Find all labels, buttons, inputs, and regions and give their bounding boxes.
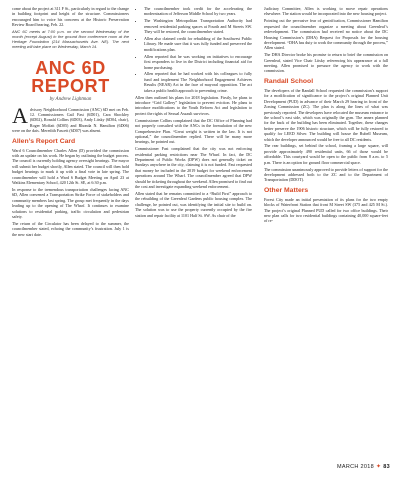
paragraph: In response to the tremendous transportation challenges facing ANC 6D, Allen convened a Transportation Strike Force of stakeholders and community members last spring. The group met frequently in the days leading up to the opening of The Wharf. It continues to examine solutions to residential parking, traffic circulation and pedestrian safety. [12,186,129,219]
page-footer [337,463,390,470]
paragraph: Allen then outlined his plans for 2018 legislation. Firstly, he plans to introduce “Grid Gallery” legislation to prevent eviction. He plans to introduce modifications to the Youth Reform Act and legislation to protect the rights of Sexual Assault survivors. [135,94,252,116]
page-number: 83 [383,464,390,470]
paragraph: Judiciary Committee, Allen is working to move repair operations elsewhere. The station would be incorporated into the new housing project. [264,6,388,17]
meeting-notice: ANC 6C meets at 7:00 p.m. on the second Wednesday of the month (except August) in the ground floor conference room at the Heritage Foundation (214 Massachusetts Ave. NE). The next meeting will take place on Wednesday, March 14. [12,29,129,50]
bullet-item: • Allen reported that he had worked with his colleagues to fully fund and implement The Neighborhood Engagement Achieves Results (NEAR) Act in the face of mayoral opposition. The act takes a public health approach to preventing crime. [144,71,252,93]
lead-text: dvisory Neighborhood Commission (ANC) 6D met on Feb. 12. Commissioners Gail Fast (6D01), Cara Shockley (6D02), Ronald Collins (6D03), Andy Litsky (6D04, chair), Roger Moffatt (6D05) and Rhonda N. Hamilton (6D06) were on the dais. Meredith Fascett (6D07) was absent. [12,106,129,134]
paragraph: Pointing out the pervasive fear of gentrification, Commissioner Hamilton requested the councilmember organize a meeting about Greenleaf’s redevelopment. The commission had received no notice about the DC Housing Commission’s (DHA) Request for Proposals for the housing development. “DHA has duty to work the community through the process,” Allen stated. [264,18,388,51]
section-heading-randall: Randall School [264,77,314,85]
paragraph: The DHA Director broke his promise to return to brief the commission on Greenleaf, stated Vice Chair Litsky referencing his appearance at a fall meeting. Allen promised to pressure the agency to work with the commission. [264,52,388,74]
bullet-list [135,6,252,93]
section-heading-other: Other Matters [264,186,309,194]
lead-paragraph [12,102,129,134]
paragraph: Commissioner Collins complained that the DC Office of Planning had not properly consulted with the ANCs in the formulation of the new Comprehensive Plan. “Great weight is written in the law. It is not optional,” the councilmember replied. There will be many more hearings, he pointed out. [135,117,252,145]
paragraph: The developers of the Randall School requested the commission’s support for a modification of significance to the project’s original Planned Unit Development (PUD) in advance of their March 29 hearing in front of the Zoning Commission (ZC). The plan is along the lines of what was previously reported. The developers have relocated the museum entrance to the school’s east side, which was originally the gym. The annex planned for the back of the building has been eliminated. Together, these changes better preserve the 1906 historic structure, which will be fully restored to qualify for LEED Silver. The building will house the Rubell Museum, which the developer announced would be free to all DC residents. [264,87,388,142]
section-heading-allen: Allen’s Report Card [12,137,76,145]
paragraph: The return of the Circulator has been delayed to the summer, the councilmember stated, echoing the community’s frustration. July 1 is the new start date. [12,220,129,237]
paragraph: The commission unanimously approved to provide letters of support for the development addressed both to the ZC and to the Department of Transportation (DDOT). [264,166,388,183]
bullet-item: • The Washington Metropolitan Transportation Authority had removed residential parking spaces at Fourth and M Streets SW. They will be restored, the councilmember stated. [144,18,252,34]
bullet-item: • The councilmember took credit for the accelerating the modernization of Jefferson Middle School by two years. [144,6,252,17]
column-3 [264,6,388,225]
byline: by Andrew Lightman [49,97,92,103]
paragraph: The rear buildings, set behind the school, framing a large square, will provide approximately 490 residential units, 66 of those would be affordable. This courtyard would be open to the public from 8 a.m. to 5 p.m. There is an option for ground floor commercial space. [264,143,388,165]
paragraph: Allen stated that he remains committed to a “Build First” approach to the rebuilding of the Greenleaf Gardens public housing complex. The challenge, he pointed out, was identifying the initial site to build on. The solution was to use the property currently occupied by the fire station and repair facility at 1101 Half St. SW. As chair of the [135,191,252,218]
issue-date: MARCH 2018 [337,464,374,470]
intro-paragraph: come about the project at 311 F St., particularly in regard to the change in building footprint and height of the structure. Commissioners encouraged him to voice his concerns at the Historic Preservation Review Board hearing, Feb. 22. [12,6,129,28]
drop-cap: A [12,102,28,128]
article-title: ANC 6D REPORT [31,58,110,97]
paragraph: Commissioner Fast complained that the city was not enforcing residential parking restrictions near The Wharf. In fact, the DC Department of Public Works (DPW) does not generally ticket on Sundays anywhere in the city, claiming it is not funded. Fast requested that money be included in the 2019 budget for weekend enforcement operations around The Wharf. The councilmember agreed that DPW should be ticketing throughout the weekend. Allen promised to find out the cost and investigate expanding weekend enforcement. [135,146,252,190]
paragraph: Forest City made an initial presentation of its plans for the two empty blocks of Waterfront Station that front M Street SW (375 and 425 M St.). The project’s original Planned PUD called for two office buildings. Their new plan calls for two residential buildings containing 40,000 square-feet of re- [264,196,388,224]
bullet-item: • Allen reported that he was working on initiatives to encourage first responders to live in the District including financial aid for home purchasing. [144,54,252,70]
column-1 [12,6,129,239]
bullet-item: • Allen also claimed credit for rebuilding of the Southwest Public Library. He made sure that it was fully funded and preserved the modifications plan. [144,36,252,52]
column-2 [135,6,252,220]
separator-icon: ✦ [375,464,382,470]
paragraph: Ward 6 Councilmember Charles Allen (D) provided the commission with an update on his work. He began by outlining the budget process. The council is currently holding agency oversight hearings. The mayor will submit her budget shortly, Allen stated. The council will then hold budget hearings to mark it up with a final vote in late spring. The councilmember will hold a Ward 6 Budget Meeting on April 23 at Watkins Elementary School, 420 12th St. SE, at 6:30 p.m. [12,147,129,185]
